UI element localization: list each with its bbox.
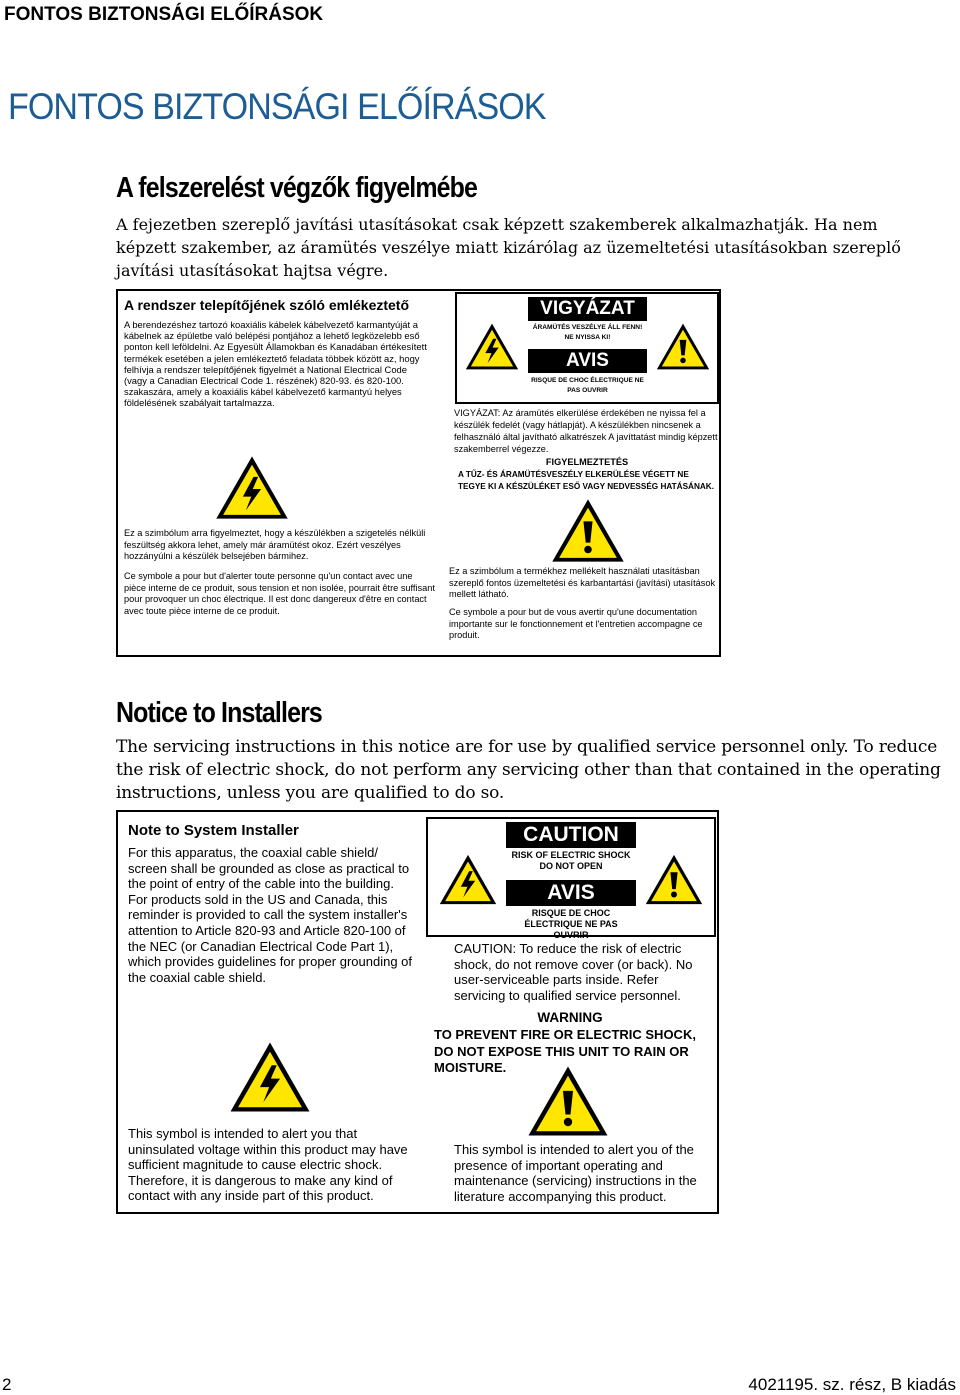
bolt-symbol-text-fr: Ce symbole a pour but d'alerter toute personne qu'un contact avec une pièce interne de ce produit, sous tension et non isolée, pourrait être suffisant pour provoquer un choc électrique. Il est donc dangereux d'être en contact avec toute pièce interne de ce produit. xyxy=(124,571,435,616)
exclamation-warning-icon xyxy=(644,853,704,906)
installer-title: Note to System Installer xyxy=(128,822,299,839)
warning-text: A TŰZ- ÉS ÁRAMÜTÉSVESZÉLY ELKERÜLÉSE VÉGETT NE TEGYE KI A KÉSZÜLÉKET ESŐ VAGY NEDVESSÉG HATÁSÁNAK. xyxy=(458,470,714,491)
exclamation-warning-icon xyxy=(655,322,711,371)
electric-hazard-icon xyxy=(438,853,498,906)
running-header: FONTOS BIZTONSÁGI ELŐÍRÁSOK xyxy=(4,4,324,25)
exclamation-symbol-text-fr: Ce symbole a pour but de vous avertir qu'une documentation importante sur le fonctionnement et l'entretien accompagne ce produit. xyxy=(449,607,703,640)
section-heading-hu: A felszerelést végzők figyelmébe xyxy=(116,172,478,204)
safety-label-en xyxy=(116,810,719,1214)
warning-title: WARNING xyxy=(537,1010,603,1025)
safety-label-hu xyxy=(116,289,721,657)
installer-text: A berendezéshez tartozó koaxiális kábelek kábelvezető karmantyúját a kábelnek az épületbe való belépési pontjához a lehető legközelebb eső ponton kell leföldelni. Az Egyesült Államokban és Kanadában értékesített termékek esetében a jelen emlékeztető feladata többek között az, hogy felhívja a rendszer telepítőjének figyelmét a National Electrical Code (vagy a Canadian Electrical Code 1. részének) 820-93. és 820-100. szakaszára, amely a koaxiális kábel kábelvezető karmantyú helyes földelésének szabályait tartalmazza. xyxy=(124,319,427,409)
electric-hazard-icon xyxy=(214,454,290,521)
page-title: FONTOS BIZTONSÁGI ELŐÍRÁSOK xyxy=(8,86,546,127)
bolt-symbol-text-hu: Ez a szimbólum arra figyelmeztet, hogy a készülékben a szigetelés nélküli feszültség akkora lehet, amely már áramütést okoz. Ezért veszélyes hozzányúlni a készülék belsejében bármihez. xyxy=(124,528,426,561)
avis-plate: AVIS xyxy=(506,880,636,906)
caution-box xyxy=(455,292,719,404)
caution-subtext: ÁRAMÜTÉS VESZÉLYE ÁLL FENN! NE NYISSA KI! xyxy=(532,324,643,341)
avis-subtext: RISQUE DE CHOC ÉLECTRIQUE NE PAS OUVRIR xyxy=(524,908,618,940)
exclamation-symbol-text-hu: Ez a szimbólum a termékhez mellékelt használati utasításban szereplő fontos üzemeltetési és karbantartási (javítási) utasítások mellett látható. xyxy=(449,566,716,599)
page-number: 2 xyxy=(2,1375,12,1394)
document-reference: 4021195. sz. rész, B kiadás xyxy=(748,1375,956,1394)
exclamation-warning-icon xyxy=(526,1064,610,1138)
installer-title: A rendszer telepítőjének szóló emlékeztető xyxy=(124,297,410,313)
bolt-symbol-text: This symbol is intended to alert you that uninsulated voltage within this product may have sufficient magnitude to cause electric shock. Therefore, it is dangerous to make any kind of contact with any inside part of this product. xyxy=(128,1126,408,1204)
electric-hazard-icon xyxy=(464,322,520,371)
exclamation-symbol-text: This symbol is intended to alert you of the presence of important operating and maintenance (servicing) instructions in the literature accompanying this product. xyxy=(454,1142,697,1204)
caution-text: VIGYÁZAT: Az áramütés elkerülése érdekében ne nyissa fel a készülék fedelét (vagy hátlapját). A készülékben nincsenek a felhasználó által javítható alkatrészek A javíttatást mindig képzett szakemberrel végezze. xyxy=(454,408,718,454)
installer-text: For this apparatus, the coaxial cable shield/ screen shall be grounded as close as practical to the point of entry of the cable into the building. For products sold in the US and Canada, this reminder is provided to call the system installer's attention to Article 820-93 and Article 820-100 of the NEC (or Canadian Electrical Code Part 1), which provides guidelines for proper grounding of the coaxial cable shield. xyxy=(128,845,413,985)
caution-text: CAUTION: To reduce the risk of electric shock, do not remove cover (or back). No user-serviceable parts inside. Refer servicing to qualified service personnel. xyxy=(454,941,693,1003)
electric-hazard-icon xyxy=(228,1040,312,1114)
section-heading-en: Notice to Installers xyxy=(116,697,322,729)
caution-plate: VIGYÁZAT xyxy=(528,297,647,321)
warning-title: FIGYELMEZTETÉS xyxy=(545,457,629,467)
caution-subtext: RISK OF ELECTRIC SHOCK DO NOT OPEN xyxy=(511,850,631,871)
exclamation-warning-icon xyxy=(550,497,626,564)
avis-subtext: RISQUE DE CHOC ÉLECTRIQUE NE PAS OUVRIR xyxy=(531,377,644,394)
caution-box xyxy=(426,817,716,940)
section-body-hu: A fejezetben szereplő javítási utasításokat csak képzett szakemberek alkalmazhatják. Ha nem képzett szakember, az áramütés veszélye miatt kizárólag az üzemeltetési utasításokban szereplő javítási utasításokat hajtsa végre. xyxy=(116,215,901,280)
section-body-en: The servicing instructions in this notice are for use by qualified service personnel only. To reduce the risk of electric shock, do not perform any servicing other than that contained in the operating instructions, unless you are qualified to do so. xyxy=(116,737,941,803)
caution-plate: CAUTION xyxy=(506,822,636,848)
avis-plate: AVIS xyxy=(528,349,647,373)
warning-text: TO PREVENT FIRE OR ELECTRIC SHOCK, DO NOT EXPOSE THIS UNIT TO RAIN OR MOISTURE. xyxy=(434,1027,696,1075)
